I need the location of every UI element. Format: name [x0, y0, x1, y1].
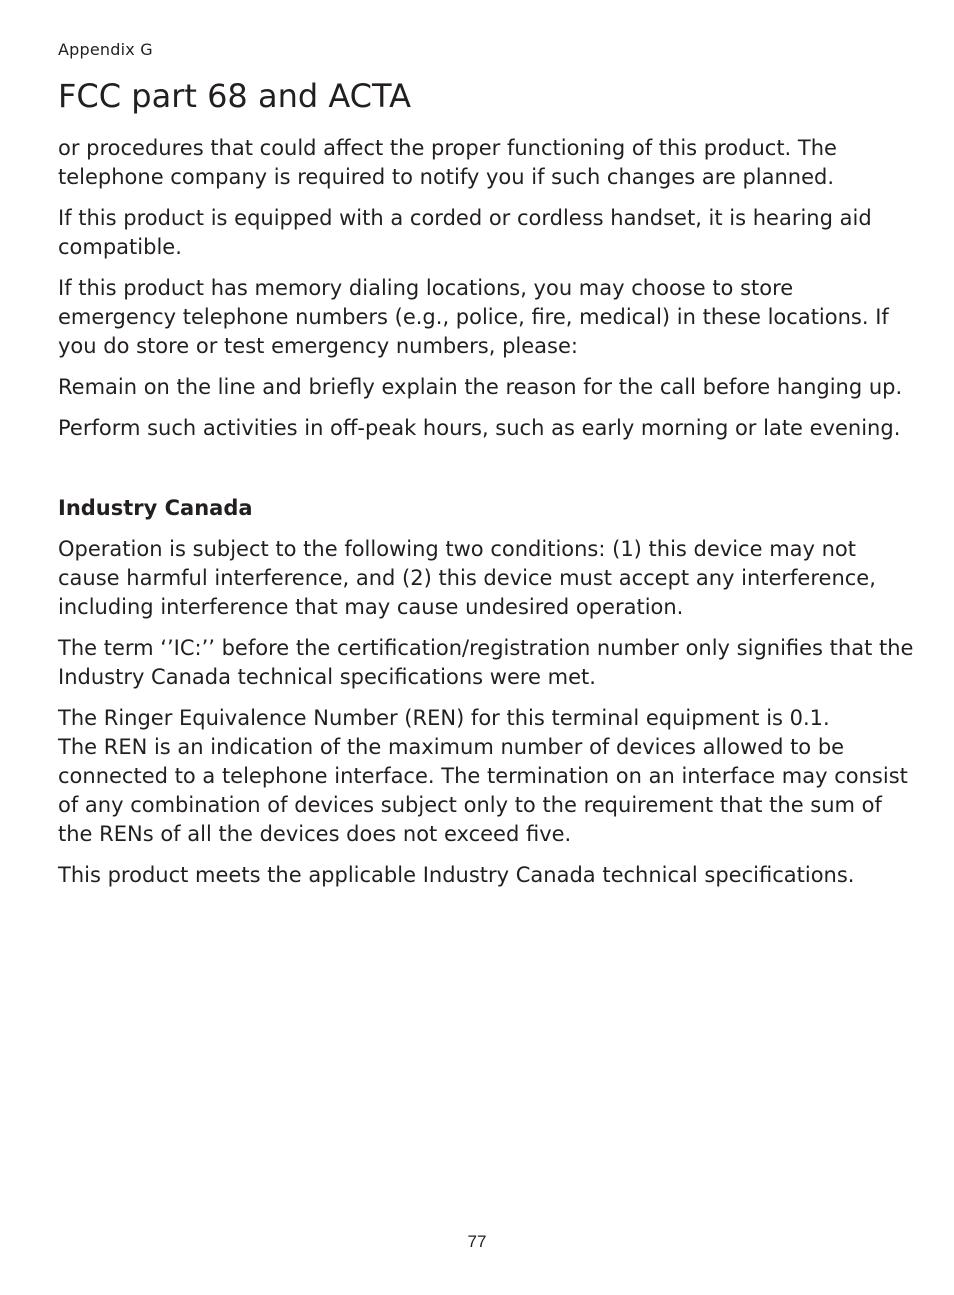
- paragraph-ic-term: The term ‘’IC:’’ before the certification/registration number only signifies that the Industry Canada technical specifications were met.: [58, 636, 914, 689]
- running-head: Appendix G: [58, 40, 153, 59]
- paragraph-hearing-aid: If this product is equipped with a corded or cordless handset, it is hearing aid compatible.: [58, 206, 872, 259]
- paragraph-memory-dialing: If this product has memory dialing locations, you may choose to store emergency telephone numbers (e.g., police, fire, medical) in these locations. If you do store or test emergency numbers, please:: [58, 276, 889, 358]
- paragraph-ren-explanation: The REN is an indication of the maximum number of devices allowed to be connected to a telephone interface. The termination on an interface may consist of any combination of devices subject only to the requirement that the sum of the RENs of all the devices does not exceed five.: [58, 735, 908, 846]
- paragraph-remain-on-line: Remain on the line and briefly explain the reason for the call before hanging up.: [58, 375, 903, 399]
- document-body: [58, 134, 914, 902]
- paragraph-operation-conditions: Operation is subject to the following two conditions: (1) this device may not cause harmful interference, and (2) this device must accept any interference, including interference that may cause undesired operation.: [58, 537, 876, 619]
- section-heading-industry-canada: Industry Canada: [58, 496, 253, 520]
- paragraph-ren-value: The Ringer Equivalence Number (REN) for this terminal equipment is 0.1.: [58, 706, 830, 730]
- page-title: FCC part 68 and ACTA: [58, 77, 411, 115]
- page-number: 77: [467, 1232, 487, 1251]
- paragraph-off-peak: Perform such activities in off-peak hours, such as early morning or late evening.: [58, 416, 901, 440]
- paragraph-specifications-met: This product meets the applicable Industry Canada technical specifications.: [58, 863, 855, 887]
- paragraph-procedures: or procedures that could affect the proper functioning of this product. The telephone company is required to notify you if such changes are planned.: [58, 136, 837, 189]
